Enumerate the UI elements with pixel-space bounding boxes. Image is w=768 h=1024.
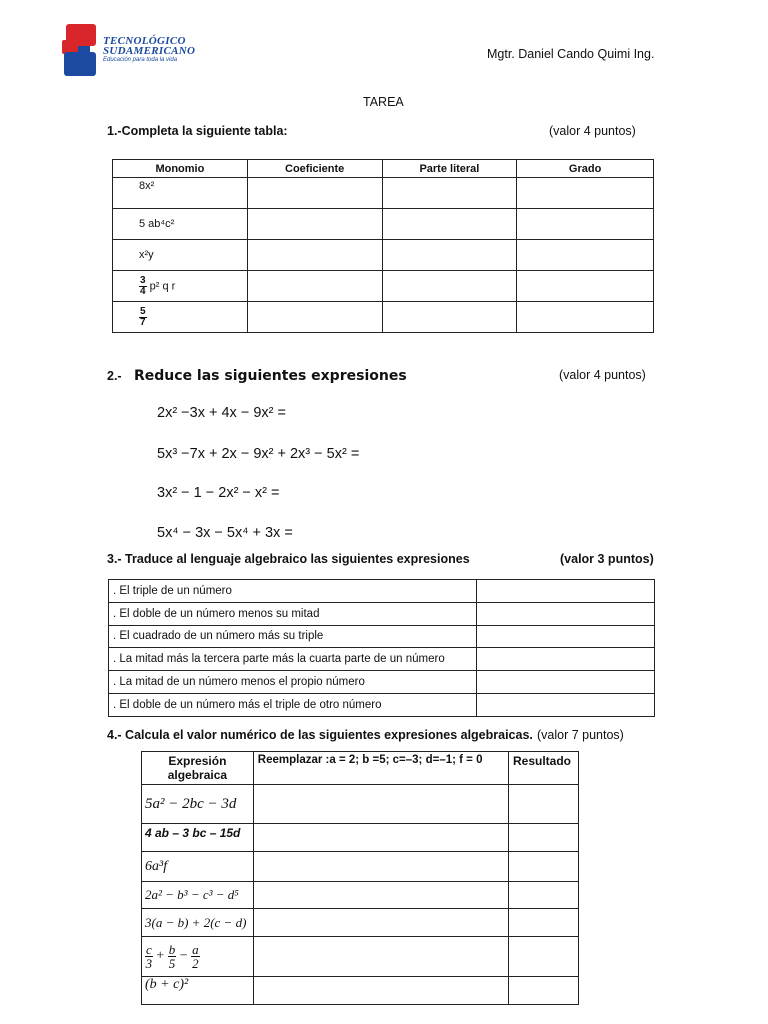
column-header: Parte literal bbox=[382, 160, 517, 178]
result-cell[interactable] bbox=[509, 852, 579, 882]
q3-value: (valor 3 puntos) bbox=[560, 552, 654, 566]
answer-cell[interactable] bbox=[517, 240, 654, 271]
table-row bbox=[113, 178, 654, 209]
answer-cell[interactable] bbox=[382, 271, 517, 302]
monomial-cell bbox=[113, 302, 248, 333]
table-row bbox=[142, 909, 579, 937]
q4-heading: 4.- Calcula el valor numérico de las siguientes expresiones algebraicas. bbox=[107, 728, 533, 742]
phrase-cell: . La mitad más la tercera parte más la cuarta parte de un número bbox=[109, 648, 477, 671]
table-row bbox=[142, 852, 579, 882]
operator: − bbox=[179, 948, 188, 964]
q1-value: (valor 4 puntos) bbox=[549, 124, 636, 138]
table-row bbox=[109, 693, 655, 716]
answer-cell[interactable] bbox=[247, 240, 382, 271]
column-header: Coeficiente bbox=[247, 160, 382, 178]
table-row bbox=[113, 271, 654, 302]
logo-line-1: TECNOLÓGICO bbox=[103, 35, 186, 47]
phrase-cell: . El triple de un número bbox=[109, 580, 477, 603]
expression-cell: 6a³f bbox=[142, 852, 254, 882]
table-row bbox=[113, 240, 654, 271]
q1-heading: 1.-Completa la siguiente tabla: bbox=[107, 124, 288, 138]
result-cell[interactable] bbox=[509, 824, 579, 852]
fraction-numerator: c bbox=[146, 942, 152, 957]
monomial-text: p² q r bbox=[149, 279, 176, 292]
answer-cell[interactable] bbox=[517, 271, 654, 302]
table-row bbox=[109, 648, 655, 671]
result-cell[interactable] bbox=[509, 909, 579, 937]
institution-logo-text bbox=[103, 36, 195, 64]
fraction-denominator: 2 bbox=[192, 956, 199, 971]
answer-cell[interactable] bbox=[517, 209, 654, 240]
fraction bbox=[139, 307, 147, 328]
q3-table bbox=[108, 579, 655, 717]
table-row bbox=[109, 580, 655, 603]
replacement-cell[interactable] bbox=[253, 882, 508, 909]
replacement-cell[interactable] bbox=[253, 937, 508, 977]
table-row bbox=[109, 671, 655, 694]
fraction bbox=[139, 276, 147, 297]
phrase-cell: . El cuadrado de un número más su triple bbox=[109, 625, 477, 648]
phrase-cell: . La mitad de un número menos el propio número bbox=[109, 671, 477, 694]
expression: 2x² −3x + 4x − 9x² = bbox=[157, 405, 286, 421]
answer-cell[interactable] bbox=[247, 302, 382, 333]
fraction-denominator: 7 bbox=[140, 316, 146, 328]
answer-cell[interactable] bbox=[477, 648, 655, 671]
result-cell[interactable] bbox=[509, 785, 579, 824]
column-header: Monomio bbox=[113, 160, 248, 178]
q4-table bbox=[141, 751, 579, 1005]
expression-cell: (b + c)² bbox=[142, 977, 254, 1005]
q1-table bbox=[112, 159, 654, 333]
table-row bbox=[142, 882, 579, 909]
fraction-denominator: 4 bbox=[140, 285, 146, 297]
institution-logo-icon bbox=[60, 22, 100, 78]
table-row bbox=[109, 602, 655, 625]
q3-heading: 3.- Traduce al lenguaje algebraico las siguientes expresiones bbox=[107, 552, 470, 566]
table-row bbox=[113, 209, 654, 240]
replacement-cell[interactable] bbox=[253, 852, 508, 882]
column-header: Resultado bbox=[509, 752, 579, 785]
answer-cell[interactable] bbox=[477, 671, 655, 694]
answer-cell[interactable] bbox=[382, 209, 517, 240]
result-cell[interactable] bbox=[509, 882, 579, 909]
table-row bbox=[142, 977, 579, 1005]
phrase-cell: . El doble de un número más el triple de otro número bbox=[109, 693, 477, 716]
answer-cell[interactable] bbox=[382, 302, 517, 333]
result-cell[interactable] bbox=[509, 937, 579, 977]
fraction-denominator: 3 bbox=[145, 956, 153, 971]
answer-cell[interactable] bbox=[382, 178, 517, 209]
fraction-numerator: 5 bbox=[140, 305, 146, 317]
expression-cell: 3(a − b) + 2(c − d) bbox=[142, 909, 254, 937]
expression: 5x³ −7x + 2x − 9x² + 2x³ − 5x² = bbox=[157, 446, 360, 462]
replacement-cell[interactable] bbox=[253, 977, 508, 1005]
answer-cell[interactable] bbox=[247, 271, 382, 302]
table-header-row bbox=[142, 752, 579, 785]
replacement-cell[interactable] bbox=[253, 824, 508, 852]
expression: 5x⁴ − 3x − 5x⁴ + 3x = bbox=[157, 525, 293, 541]
q2-value: (valor 4 puntos) bbox=[559, 368, 646, 382]
monomial-cell: x²y bbox=[113, 240, 248, 271]
column-header: Reemplazar :a = 2; b =5; c=–3; d=–1; f = 0 bbox=[253, 752, 508, 785]
table-row bbox=[109, 625, 655, 648]
result-cell[interactable] bbox=[509, 977, 579, 1005]
answer-cell[interactable] bbox=[477, 693, 655, 716]
replacement-cell[interactable] bbox=[253, 909, 508, 937]
answer-cell[interactable] bbox=[517, 178, 654, 209]
expression-cell: 5a² − 2bc − 3d bbox=[142, 785, 254, 824]
monomial-cell: 8x² bbox=[113, 178, 248, 209]
fraction-denominator: 5 bbox=[168, 956, 176, 971]
replacement-cell[interactable] bbox=[253, 785, 508, 824]
answer-cell[interactable] bbox=[477, 625, 655, 648]
column-header bbox=[142, 752, 254, 785]
expression: 3x² − 1 − 2x² − x² = bbox=[157, 485, 280, 501]
answer-cell[interactable] bbox=[517, 302, 654, 333]
expression-cell: 4 ab – 3 bc – 15d bbox=[142, 824, 254, 852]
answer-cell[interactable] bbox=[382, 240, 517, 271]
q4-value: (valor 7 puntos) bbox=[537, 728, 624, 742]
fraction bbox=[145, 943, 153, 970]
q2-heading: Reduce las siguientes expresiones bbox=[134, 368, 407, 384]
table-row bbox=[142, 937, 579, 977]
expression-cell bbox=[142, 937, 254, 977]
answer-cell[interactable] bbox=[247, 178, 382, 209]
q2-heading-number: 2.- bbox=[107, 369, 122, 383]
expression-cell: 2a² − b³ − c³ − d⁵ bbox=[142, 882, 254, 909]
phrase-cell: . El doble de un número menos su mitad bbox=[109, 602, 477, 625]
answer-cell[interactable] bbox=[477, 580, 655, 603]
column-header-line: algebraica bbox=[167, 768, 228, 782]
logo-tagline: Educación para toda la vida bbox=[103, 57, 178, 63]
answer-cell[interactable] bbox=[247, 209, 382, 240]
logo-line-2: SUDAMERICANO bbox=[103, 45, 196, 57]
author-name: Mgtr. Daniel Cando Quimi Ing. bbox=[487, 47, 655, 61]
monomial-cell: 5 ab⁴c² bbox=[113, 209, 248, 240]
page-title: TAREA bbox=[363, 95, 404, 109]
fraction bbox=[191, 943, 200, 970]
table-header-row bbox=[113, 160, 654, 178]
table-row bbox=[142, 824, 579, 852]
fraction bbox=[168, 943, 177, 970]
answer-cell[interactable] bbox=[477, 602, 655, 625]
operator: + bbox=[156, 948, 165, 964]
table-row bbox=[142, 785, 579, 824]
fraction-numerator: 3 bbox=[140, 274, 146, 286]
monomial-cell bbox=[113, 271, 248, 302]
fraction-numerator: b bbox=[168, 942, 176, 957]
column-header: Grado bbox=[517, 160, 654, 178]
column-header-line: Expresión bbox=[168, 754, 227, 768]
table-row bbox=[113, 302, 654, 333]
fraction-numerator: a bbox=[192, 942, 199, 957]
